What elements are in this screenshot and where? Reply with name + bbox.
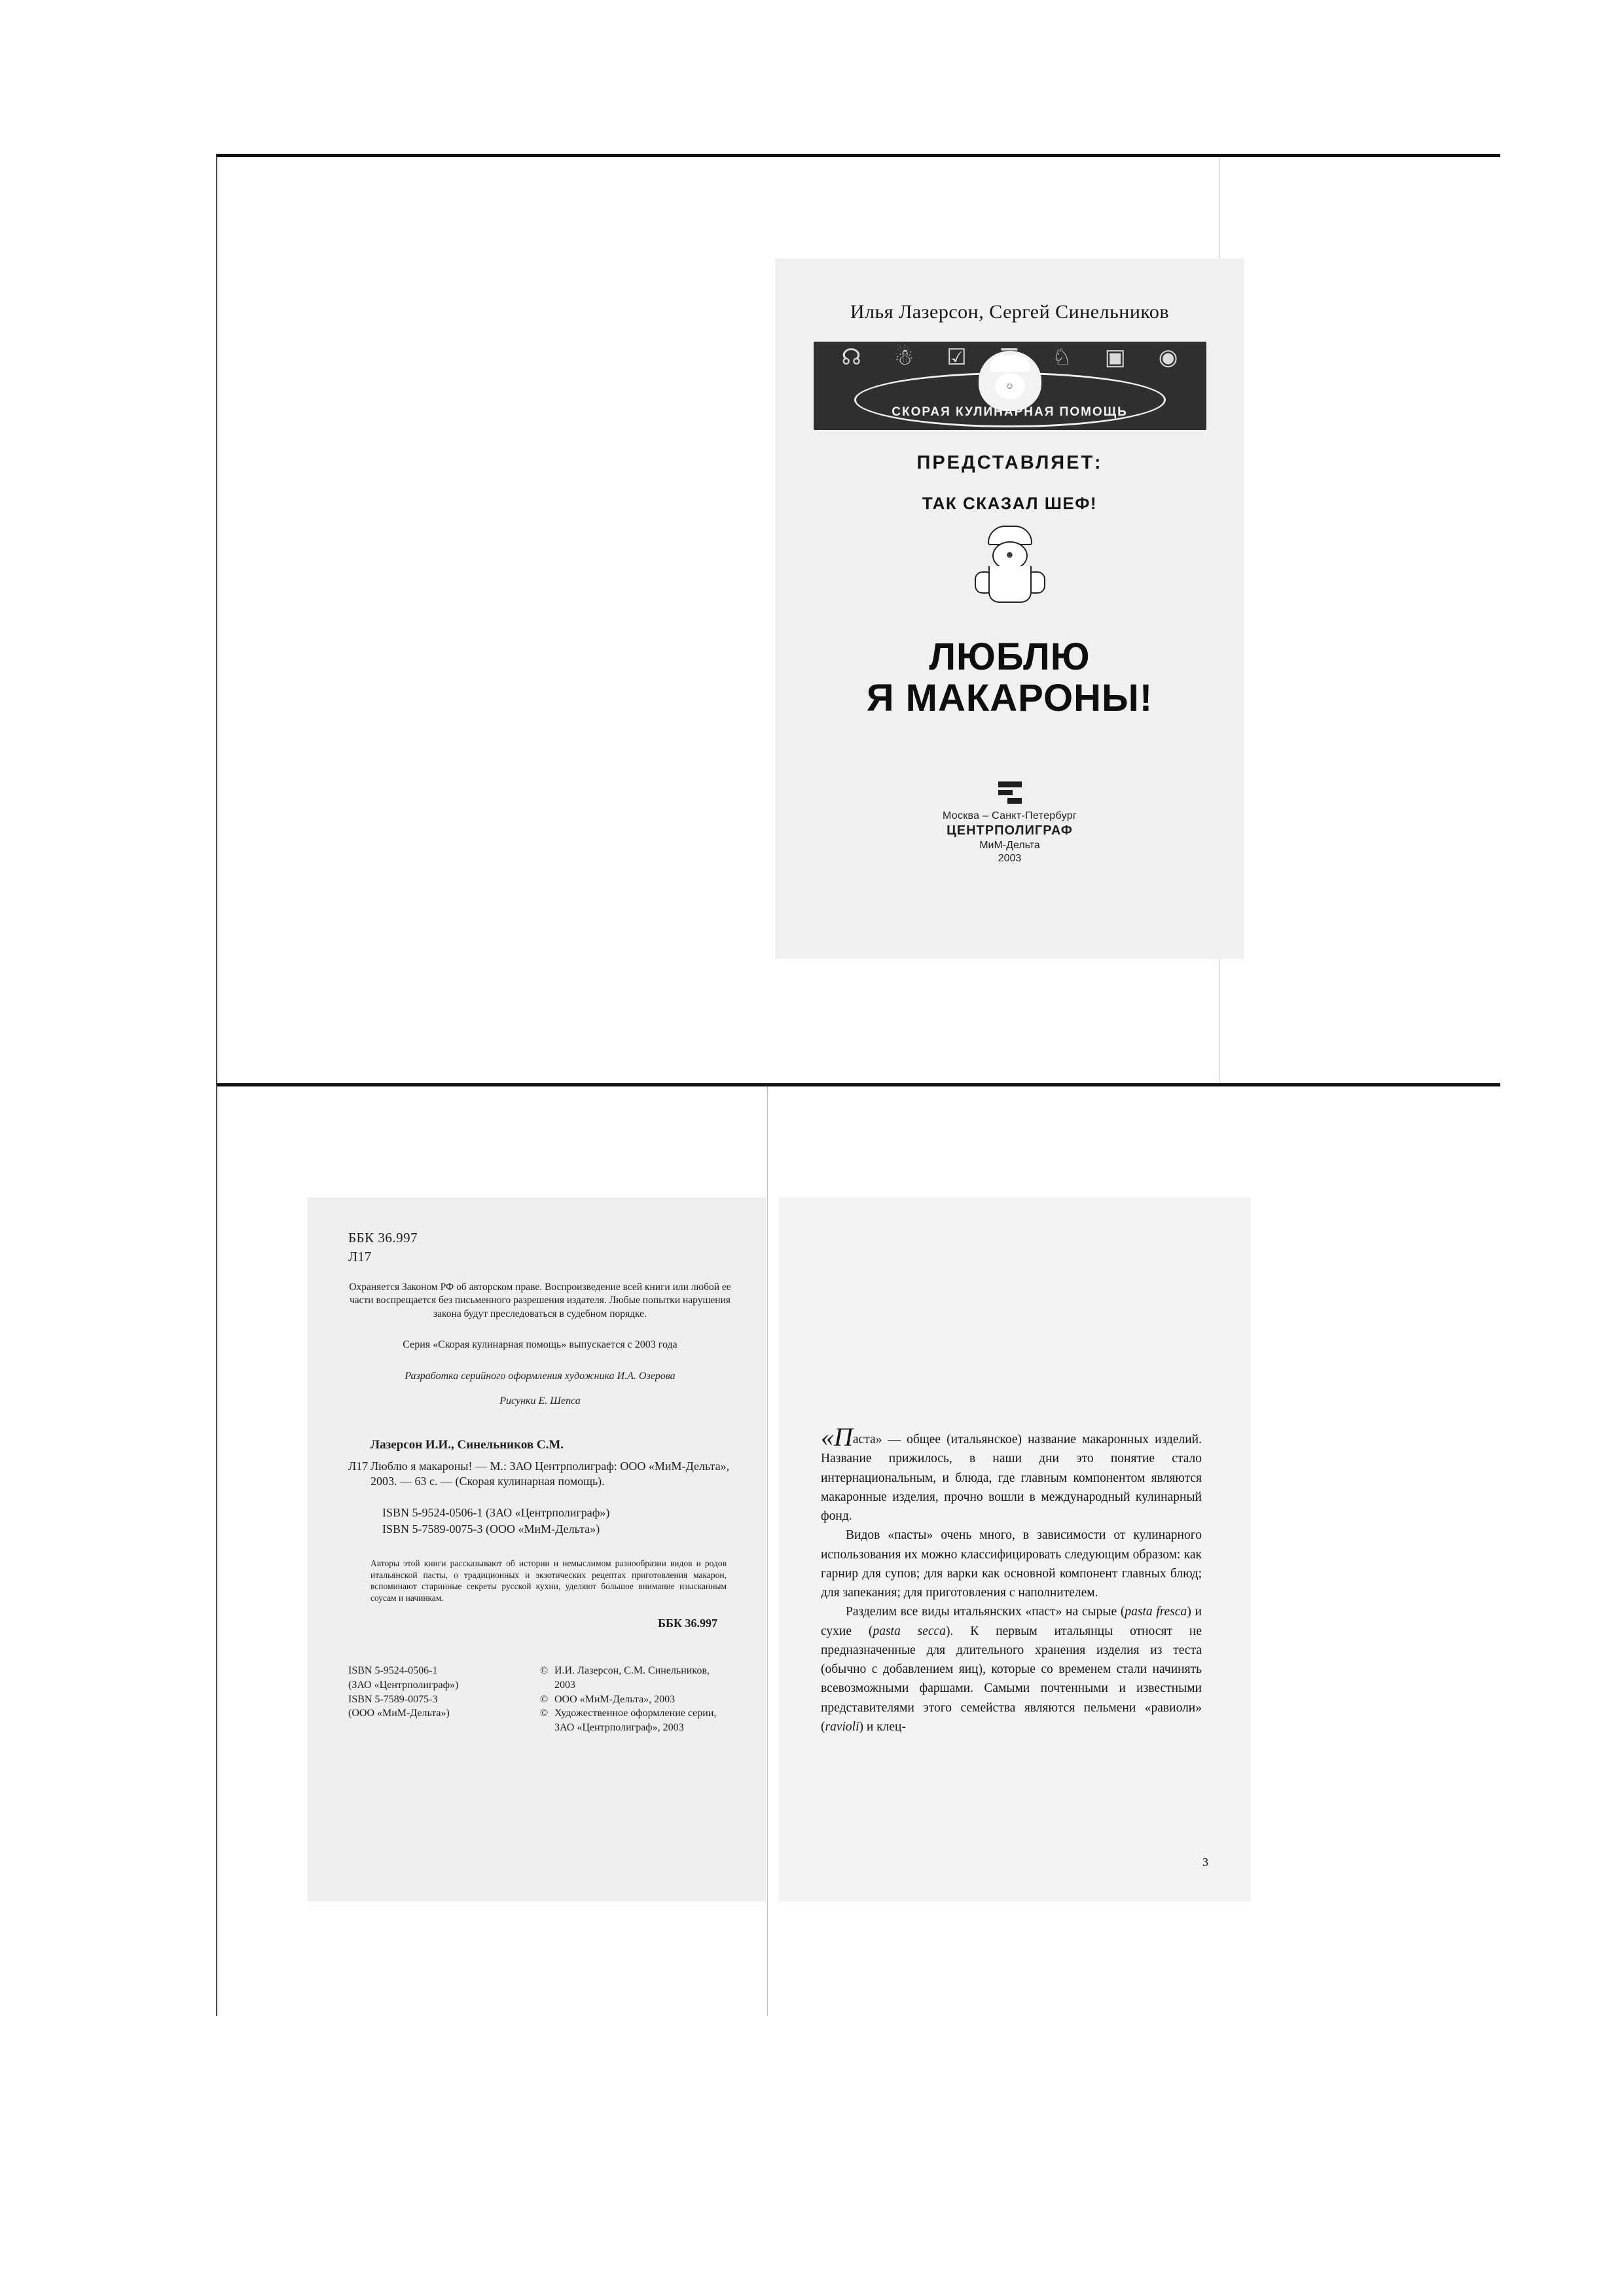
paragraph-3: Разделим все виды итальянских «паст» на сырые (pasta fresca) и сухие (pasta secca). К первым итальянцы относят не предназначенные для длительного хранения изделия из теста (обычно с добавлением яиц), которые со временем стали начинять всевозможными фаршами. Самыми почтенными и известными представителями этого семейства являются пельмени «равиоли» (ravioli) и клец- [821,1605,1202,1734]
isbn-secondary: ISBN 5-7589-0075-3 (ООО «МиМ-Дельта») [382,1522,600,1536]
chef-said-label: ТАК СКАЗАЛ ШЕФ! [922,493,1098,513]
publisher-sub: МиМ-Дельта [979,840,1040,852]
rights-isbn-line-3: ISBN 5-7589-0075-3 [348,1693,438,1705]
rights-isbn-column [348,1664,528,1734]
chef-hat-icon [990,355,1030,372]
copyright-mark-icon-2: © [540,1693,549,1705]
book-title [776,637,1244,719]
copyright-page [308,1198,766,1901]
rights-isbn-line-1: ISBN 5-9524-0506-1 [348,1665,438,1677]
bottle-icon: ☑ [947,346,967,370]
paragraph-1-text: аста» — общее (итальянское) название макаронных изделий. Название прижилось, в наши дни это понятие стало интернациональным, и блюда, где главным компонентом являются макаронные изделия, прочно вошли в международный кулинарный фонд. [821,1433,1202,1523]
chef-logo-icon [979,351,1041,411]
drop-cap: «П [821,1422,853,1452]
copyright-holder-1 [540,1664,732,1692]
presents-label: ПРЕДСТАВЛЯЕТ: [916,452,1103,473]
copyright-holders-column [540,1664,732,1734]
library-code: Л17 [348,1249,372,1265]
paragraph-1 [821,1422,1202,1526]
catalog-code: Л17 [348,1459,369,1473]
chef-face-icon: ☺ [995,373,1025,399]
bbk-code: ББК 36.997 [348,1230,418,1246]
bbk-code-footer: ББК 36.997 [658,1617,717,1630]
pot-icon: ▣ [1104,346,1126,370]
copyright-holder-1-text: И.И. Лазерсон, С.М. Синельников, 2003 [554,1665,710,1691]
publisher-logo-icon [998,781,1022,804]
copyright-mark-icon: © [540,1665,549,1677]
copyright-mark-icon-3: © [540,1708,549,1719]
copyright-holder-2 [540,1693,732,1707]
series-badge-label: СКОРАЯ КУЛИНАРНАЯ ПОМОЩЬ [892,405,1128,419]
rights-isbn-line-2: (ЗАО «Центрполиграф») [348,1679,459,1691]
copyright-holder-2-text: ООО «МиМ-Дельта», 2003 [554,1693,676,1705]
catalog-description-row [348,1459,732,1489]
publisher-name: ЦЕНТРПОЛИГРАФ [947,823,1073,838]
catalog-description: Люблю я макароны! — М.: ЗАО Центрполиграф: ООО «МиМ-Дельта», 2003. — 63 с. — (Скорая кулинарная помощь). [370,1459,730,1488]
publisher-block [776,781,1244,865]
copyright-holder-3 [540,1706,732,1734]
book-authors: Илья Лазерсон, Сергей Синельников [850,301,1170,323]
title-page [776,259,1244,959]
book-title-line-2: Я МАКАРОНЫ! [866,676,1153,719]
book-annotation: Авторы этой книги рассказывают об истории и немыслимом разнообразии видов и родов итальянской пасты, о традиционных и экзотических рецептах приготовления макарон, вспоминают старинные секреты русской кухни, уделяют большое внимание изысканным соусам и начинкам. [370,1558,727,1604]
pan-icon: ◉ [1158,346,1178,370]
illustrations-credit: Рисунки Е. Шепса [499,1395,581,1407]
fork-icon: ☊ [841,346,861,370]
legal-notice: Охраняется Законом РФ об авторском праве. Воспроизведение всей книги или любой ее части воспрещается без письменного разрешения издателя. Любые попытки нарушения закона будут преследоваться в судебном порядке. [349,1281,731,1319]
page-number: 3 [1202,1856,1208,1869]
isbn-primary: ISBN 5-9524-0506-1 (ЗАО «Центрполиграф») [382,1505,610,1519]
sheet-fold-line-bottom [767,1086,768,2016]
publisher-year: 2003 [998,853,1022,865]
copyright-holder-3-text: Художественное оформление серии, ЗАО «Центрполиграф», 2003 [554,1708,717,1733]
design-credit: Разработка серийного оформления художника И.А. Озерова [405,1370,676,1382]
paragraph-2: Видов «пасты» очень много, в зависимости от кулинарного использования их можно классифицировать следующим образом: как гарнир для супов; для варки как основной компонент главных блюд; для запекания; для приготовления с наполнителем. [821,1528,1202,1600]
isbn-block [348,1505,732,1538]
book-title-line-1: ЛЮБЛЮ [929,636,1091,678]
spoon-icon: ☃ [893,346,914,370]
publisher-city: Москва – Санкт-Петербург [942,810,1077,822]
series-badge [814,342,1206,430]
chef-head-shape: ☻ [992,541,1028,570]
body-text-page [779,1198,1250,1901]
rights-isbn-line-4: (ООО «МиМ-Дельта») [348,1708,450,1719]
glass-icon: ♘ [1052,346,1072,370]
chef-body-shape [988,566,1032,603]
rights-grid [348,1664,732,1734]
chef-illustration-icon [971,526,1049,611]
catalog-authors: Лазерсон И.И., Синельников С.М. [370,1437,564,1452]
series-note: Серия «Скорая кулинарная помощь» выпускается с 2003 года [403,1338,677,1350]
